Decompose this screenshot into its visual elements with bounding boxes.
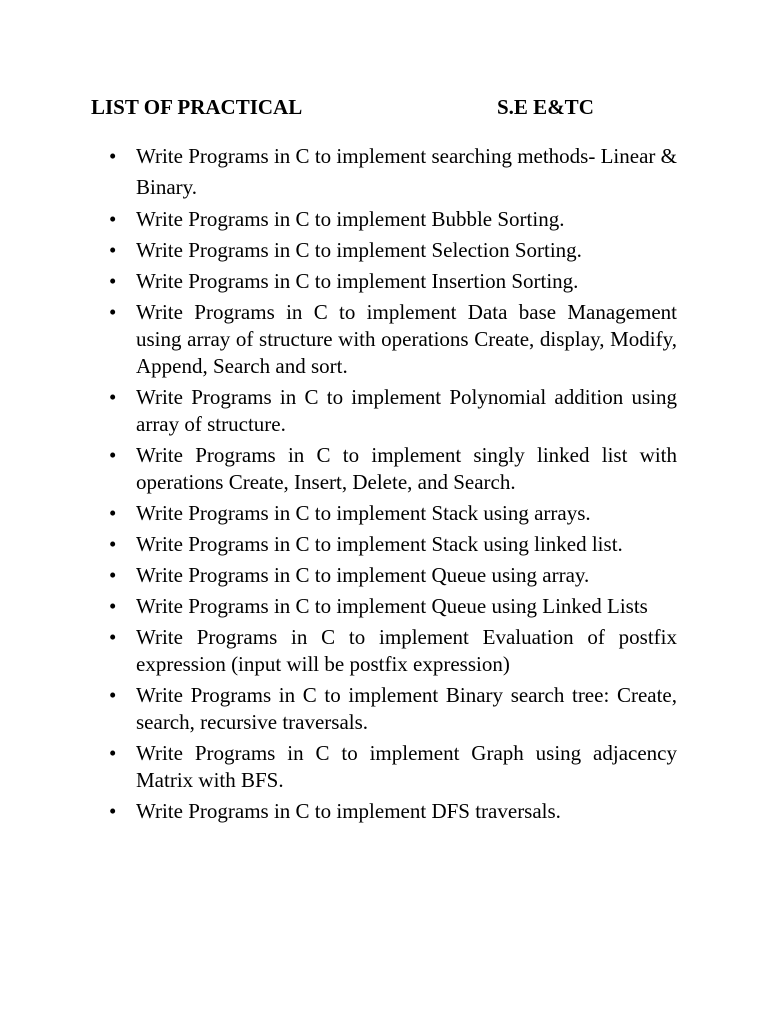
practical-list <box>0 141 768 829</box>
list-item <box>136 531 677 558</box>
list-item-text: Write Programs in C to implement searching methods- Linear & Binary. <box>136 144 677 199</box>
bullet-icon <box>109 268 119 295</box>
list-item-text: Write Programs in C to implement DFS traversals. <box>136 799 561 823</box>
list-item <box>136 141 677 203</box>
list-item-text: Write Programs in C to implement Stack using linked list. <box>136 532 623 556</box>
bullet-icon <box>109 141 119 172</box>
list-item <box>136 268 677 295</box>
list-item <box>136 562 677 589</box>
bullet-icon <box>109 562 119 589</box>
list-item <box>136 442 677 496</box>
list-item-text: Write Programs in C to implement Binary search tree: Create, search, recursive traversals. <box>136 683 677 734</box>
bullet-icon <box>109 798 119 825</box>
list-item <box>136 740 677 794</box>
bullet-icon <box>109 682 119 709</box>
bullet-icon <box>109 206 119 233</box>
list-item-text: Write Programs in C to implement Insertion Sorting. <box>136 269 579 293</box>
bullet-icon <box>109 442 119 469</box>
list-item-text: Write Programs in C to implement Stack using arrays. <box>136 501 591 525</box>
page-heading <box>91 94 691 124</box>
bullet-icon <box>109 237 119 264</box>
list-item <box>136 798 677 825</box>
list-item <box>136 384 677 438</box>
bullet-icon <box>109 740 119 767</box>
bullet-icon <box>109 299 119 326</box>
list-item-text: Write Programs in C to implement Bubble Sorting. <box>136 207 565 231</box>
list-item-text: Write Programs in C to implement Selection Sorting. <box>136 238 582 262</box>
list-item-text: Write Programs in C to implement Queue using Linked Lists <box>136 594 648 618</box>
list-item <box>136 593 677 620</box>
list-item <box>136 206 677 233</box>
bullet-icon <box>109 593 119 620</box>
class-label: S.E E&TC <box>497 95 594 119</box>
bullet-icon <box>109 624 119 651</box>
list-item <box>136 299 677 380</box>
list-item-text: Write Programs in C to implement Graph using adjacency Matrix with BFS. <box>136 741 677 792</box>
list-item-text: Write Programs in C to implement Queue using array. <box>136 563 590 587</box>
list-item-text: Write Programs in C to implement Polynomial addition using array of structure. <box>136 385 677 436</box>
list-item <box>136 500 677 527</box>
bullet-icon <box>109 384 119 411</box>
bullet-icon <box>109 500 119 527</box>
list-item <box>136 624 677 678</box>
list-item <box>136 237 677 264</box>
list-item-text: Write Programs in C to implement singly linked list with operations Create, Insert, Delete, and Search. <box>136 443 677 494</box>
list-item-text: Write Programs in C to implement Data base Management using array of structure with operations Create, display, Modify, Append, Search and sort. <box>136 300 677 378</box>
list-item <box>136 682 677 736</box>
list-item-text: Write Programs in C to implement Evaluation of postfix expression (input will be postfix expression) <box>136 625 677 676</box>
bullet-icon <box>109 531 119 558</box>
page-title: LIST OF PRACTICAL <box>91 95 303 119</box>
